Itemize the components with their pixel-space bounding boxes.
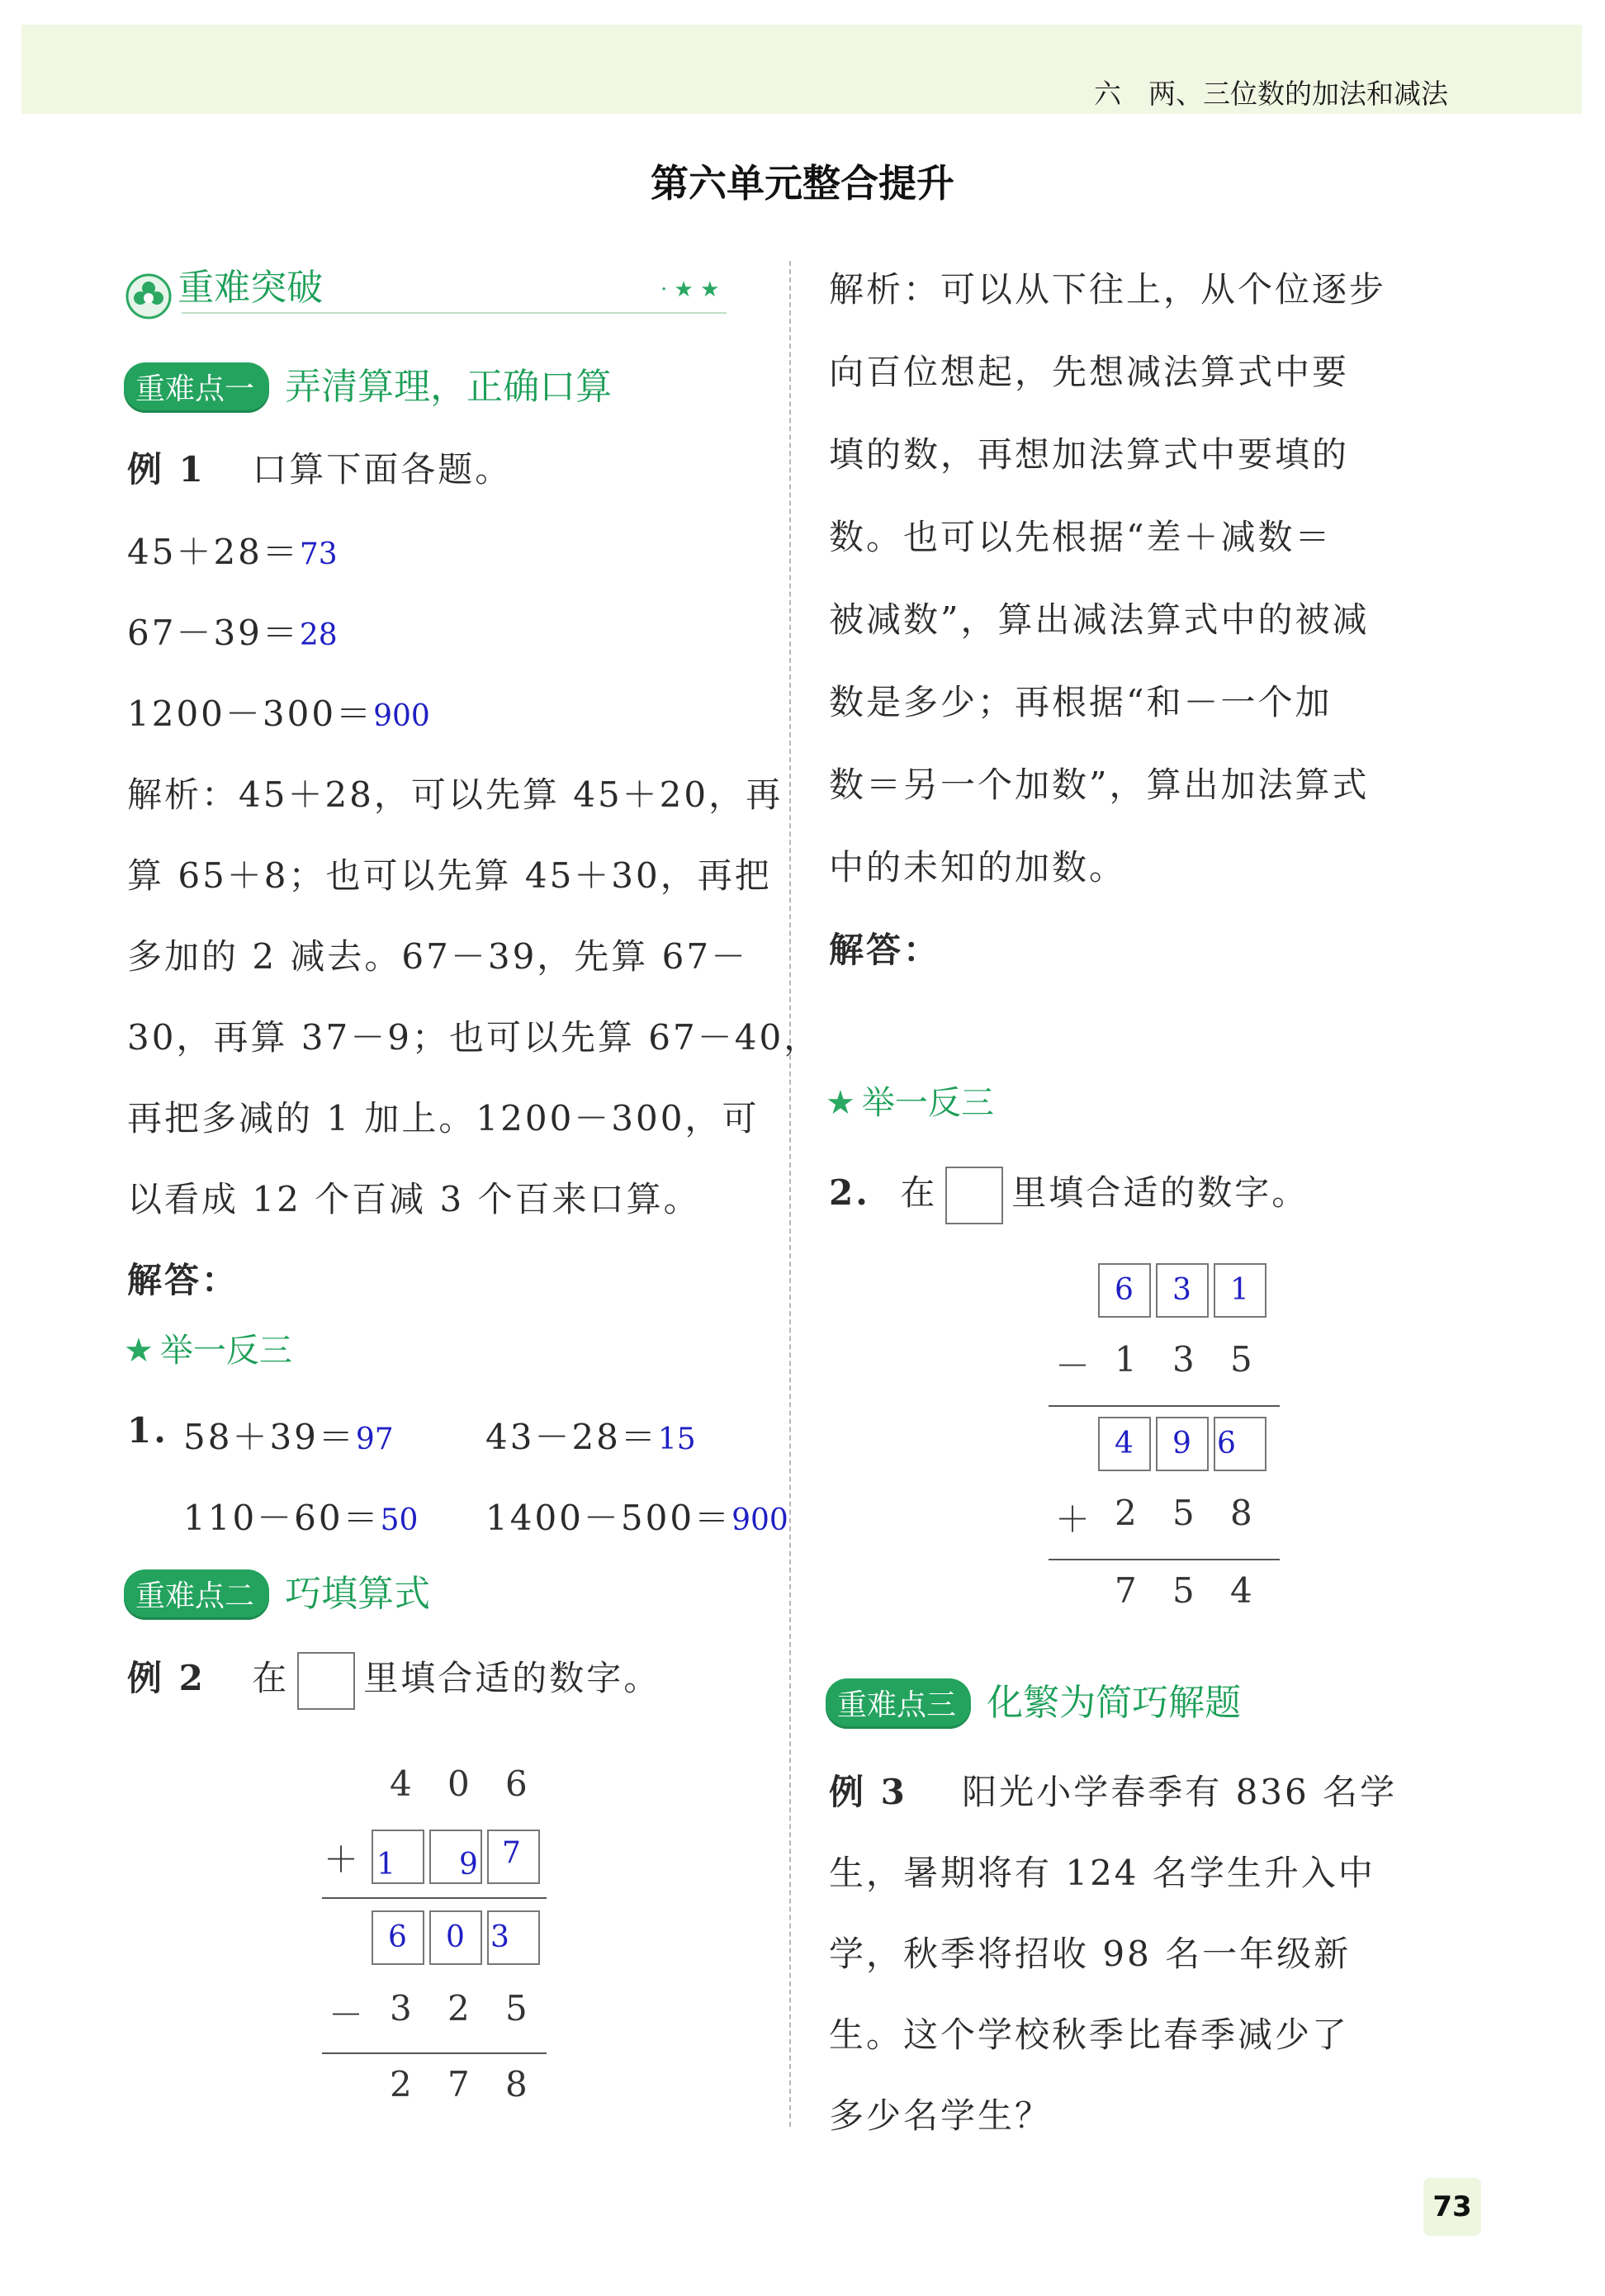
ex1-analysis-line-4: 30，再算 37－9；也可以先算 67－40，	[127, 1017, 821, 1058]
key-title-1: 弄清算理，正确口算	[285, 366, 613, 408]
key-badge-3: 重难点三	[826, 1678, 971, 1729]
practice-2-heading	[826, 1077, 994, 1124]
blank-box-icon	[297, 1652, 355, 1710]
ex2-analysis-line-3: 填的数，再想加法算式中要填的	[829, 434, 1350, 475]
practice-1-item-2: 43－28＝15	[485, 1417, 696, 1457]
key-point-1	[124, 357, 612, 413]
example-3-line-2: 生，暑期将有 124 名学生升入中	[829, 1853, 1375, 1893]
ex1-analysis-line-5: 再把多减的 1 加上。1200－300，可	[127, 1098, 760, 1139]
practice-1-item-4: 1400－500＝900	[485, 1498, 788, 1538]
key-badge-1: 重难点一	[124, 362, 269, 413]
page-title: 第六单元整合提升	[651, 161, 954, 206]
practice2-vertical-calc: 6 3 1 － 1 3 5 4 9 6 ＋ 2 5 8 7 5 4	[1049, 1263, 1296, 1651]
column-divider	[789, 261, 791, 2127]
ex1-answer-3: 900	[373, 699, 430, 733]
chapter-title: 六 两、三位数的加法和减法	[1094, 78, 1448, 110]
practice-2-title: 举一反三	[861, 1084, 994, 1122]
section-title: 重难突破	[178, 267, 324, 309]
ex2-vertical-calc: 4 0 6 ＋ 1 9 7 6 0 3 － 3 2 5 2 7 8	[314, 1750, 561, 2114]
practice-1-item-1: 58＋39＝97	[183, 1417, 394, 1457]
example-3-line-4: 生。这个学校秋季比春季减少了	[829, 2014, 1350, 2055]
ex1-analysis-line-1: 解析：45＋28，可以先算 45＋20，再	[127, 774, 784, 815]
key-point-2	[124, 1564, 430, 1620]
key-title-2: 巧填算式	[285, 1573, 431, 1615]
ex1-answer-1: 73	[299, 537, 338, 571]
ex1-analysis-line-2: 算 65＋8；也可以先算 45＋30，再把	[127, 855, 772, 896]
ex2-analysis-line-1: 解析：可以从下往上，从个位逐步	[829, 269, 1387, 310]
example-1-heading	[127, 443, 512, 492]
ex2-analysis-line-6: 数是多少；再根据“和－一个加	[829, 682, 1333, 722]
ex2-analysis-line-2: 向百位想起，先想减法算式中要	[829, 352, 1350, 392]
stars-decoration-icon: · ★ ★	[660, 277, 720, 302]
ex1-analysis-line-3: 多加的 2 减去。67－39，先算 67－	[127, 936, 749, 977]
ex1-line-1: 45＋28＝73	[127, 532, 338, 572]
key-point-3	[826, 1673, 1241, 1729]
key-title-3: 化繁为简巧解题	[987, 1682, 1242, 1724]
ex1-analysis-line-6: 以看成 12 个百减 3 个百来口算。	[127, 1179, 701, 1219]
section-underline	[182, 312, 727, 314]
ex1-answer-label: 解答：	[127, 1260, 239, 1300]
key-badge-2: 重难点二	[124, 1569, 269, 1620]
flower-icon	[124, 272, 173, 321]
practice-1-title: 举一反三	[159, 1332, 292, 1370]
blank-box-icon	[945, 1167, 1003, 1224]
example-1-prompt: 口算下面各题。	[252, 449, 513, 490]
practice-1-item-3: 110－60＝50	[183, 1498, 419, 1538]
page-number: 73	[1423, 2178, 1481, 2236]
example-2-label: 例 2	[127, 1658, 206, 1698]
ex1-line-3: 1200－300＝900	[127, 694, 430, 734]
practice-2-prompt: 2. 在 里填合适的数字。	[829, 1166, 1309, 1224]
example-3-line-5: 多少名学生？	[829, 2095, 1053, 2136]
ex1-line-2: 67－39＝28	[127, 613, 338, 653]
practice-1-heading	[124, 1324, 292, 1371]
ex1-answer-2: 28	[299, 618, 338, 652]
practice-1-number: 1.	[127, 1410, 168, 1451]
ex2-answer-label: 解答：	[829, 930, 941, 970]
example-3-line-3: 学，秋季将招收 98 名一年级新	[829, 1934, 1352, 1974]
star-icon: ★	[124, 1332, 154, 1370]
ex2-analysis-line-5: 被减数”，算出减法算式中的被减	[829, 599, 1370, 640]
ex2-analysis-line-8: 中的未知的加数。	[829, 847, 1127, 888]
example-3-line-1: 例 3 阳光小学春季有 836 名学	[829, 1772, 1398, 1812]
example-3-label: 例 3	[829, 1772, 907, 1812]
star-icon: ★	[826, 1084, 855, 1122]
ex2-analysis-line-7: 数＝另一个加数”，算出加法算式	[829, 765, 1370, 805]
ex2-analysis-line-4: 数。也可以先根据“差＋减数＝	[829, 517, 1333, 557]
example-2-heading: 例 2 在 里填合适的数字。	[127, 1651, 660, 1710]
example-1-label: 例 1	[127, 449, 206, 490]
